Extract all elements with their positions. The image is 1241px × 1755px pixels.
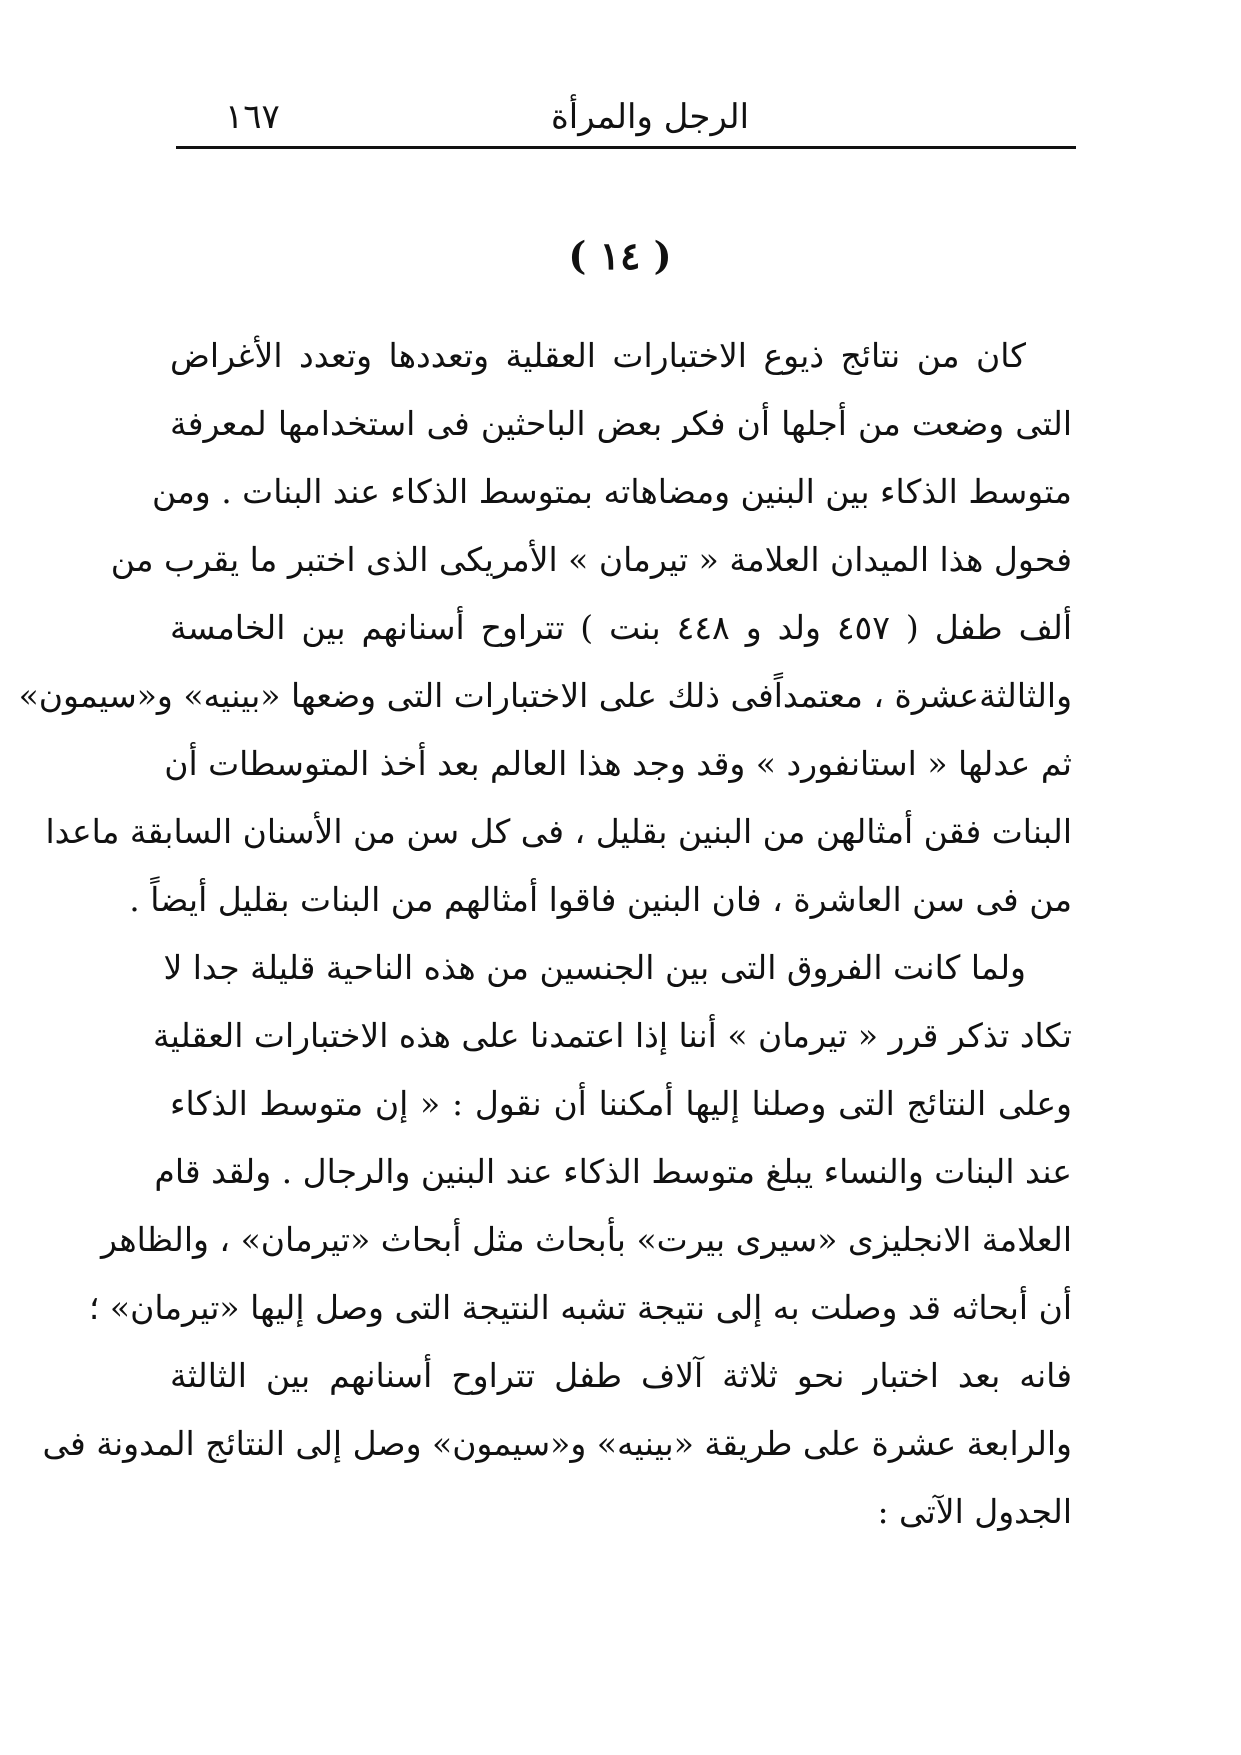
text-line: تكاد تذكر قرر « تيرمان » أننا إذا اعتمدنا على هذه الاختبارات العقلية	[152, 1016, 1072, 1055]
text-line: كان من نتائج ذيوع الاختبارات العقلية وتعددها وتعدد الأغراض	[170, 336, 1026, 375]
text-line: متوسط الذكاء بين البنين ومضاهاته بمتوسط الذكاء عند البنات . ومن	[151, 472, 1072, 511]
text-line: من فى سن العاشرة ، فان البنين فاقوا أمثالهم من البنات بقليل أيضاً .	[129, 880, 1072, 919]
text-line: ألف طفل ( ٤٥٧ ولد و ٤٤٨ بنت ) تتراوح أسنانهم بين الخامسة	[170, 608, 1072, 647]
text-line: التى وضعت من أجلها أن فكر بعض الباحثين فى استخدامها لمعرفة	[170, 404, 1072, 443]
text-line: البنات فقن أمثالهن من البنين بقليل ، فى كل سن من الأسنان السابقة ماعدا	[45, 812, 1072, 851]
text-line: والرابعة عشرة على طريقة «بينيه» و«سيمون» وصل إلى النتائج المدونة فى	[42, 1424, 1072, 1463]
text-line: ولما كانت الفروق التى بين الجنسين من هذه الناحية قليلة جدا لا	[163, 948, 1026, 987]
running-header	[185, 92, 1065, 142]
page-number: ١٦٧	[225, 97, 280, 137]
text-line: ثم عدلها « استانفورد » وقد وجد هذا العالم بعد أخذ المتوسطات أن	[164, 744, 1072, 783]
section-number: ( ١٤ )	[568, 233, 672, 278]
text-line: فحول هذا الميدان العلامة « تيرمان » الأمريكى الذى اختبر ما يقرب من	[110, 540, 1072, 579]
text-line: وعلى النتائج التى وصلنا إليها أمكننا أن نقول : « إن متوسط الذكاء	[170, 1084, 1072, 1123]
header-rule	[176, 146, 1076, 149]
running-title: الرجل والمرأة	[550, 97, 750, 137]
text-line: العلامة الانجليزى «سيرى بيرت» بأبحاث مثل أبحاث «تيرمان» ، والظاهر	[101, 1220, 1072, 1259]
text-line: الجدول الآتى :	[877, 1492, 1072, 1531]
text-line: أن أبحاثه قد وصلت به إلى نتيجة تشبه النتيجة التى وصل إليها «تيرمان» ؛	[88, 1288, 1072, 1327]
text-line: والثالثةعشرة ، معتمداًفى ذلك على الاختبارات التى وضعها «بينيه» و«سيمون»	[18, 676, 1072, 715]
body-text	[18, 322, 1072, 1546]
text-line: عند البنات والنساء يبلغ متوسط الذكاء عند البنين والرجال . ولقد قام	[154, 1152, 1072, 1191]
text-line: فانه بعد اختبار نحو ثلاثة آلاف طفل تتراوح أسنانهم بين الثالثة	[170, 1356, 1072, 1395]
